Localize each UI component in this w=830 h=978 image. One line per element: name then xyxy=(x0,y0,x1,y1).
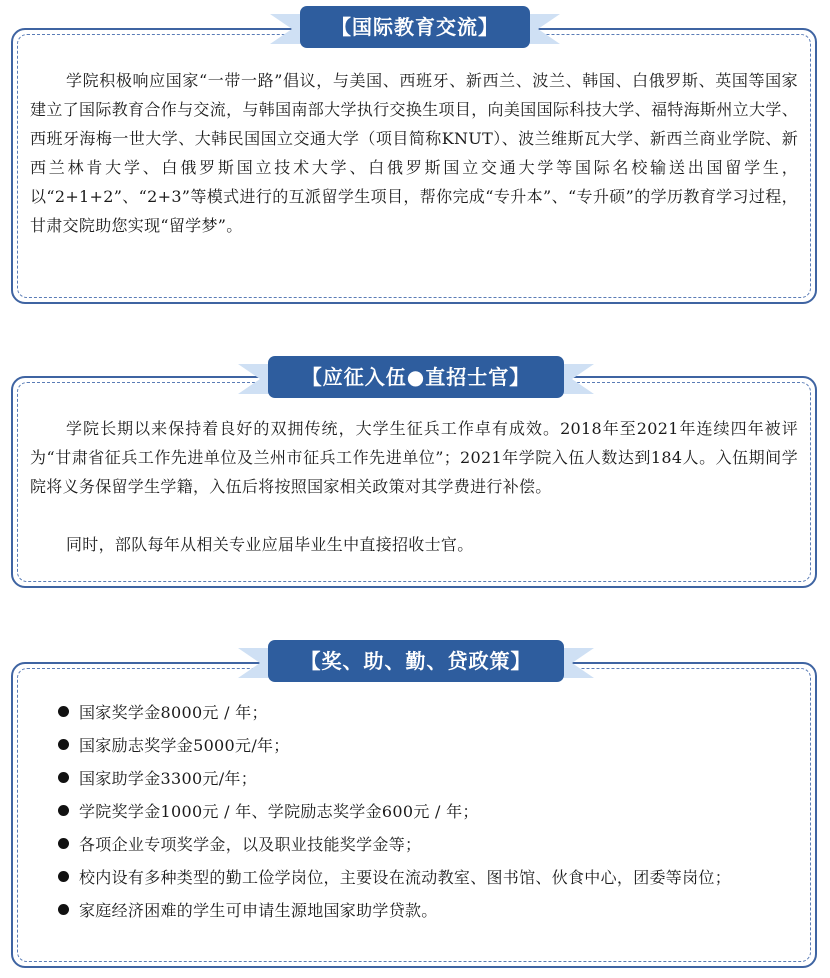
bullet-dot-icon xyxy=(58,838,69,849)
policy-list xyxy=(30,698,798,929)
section-title-banner xyxy=(238,356,594,400)
bullet-dot-icon xyxy=(58,739,69,750)
section-paragraph: 同时，部队每年从相关专业应届毕业生中直接招收士官。 xyxy=(66,535,474,554)
bullet-dot-icon xyxy=(58,904,69,915)
list-item: 国家奖学金8000元 / 年； xyxy=(30,698,798,728)
list-item: 各项企业专项奖学金，以及职业技能奖学金等； xyxy=(30,830,798,860)
section-paragraph: 学院长期以来保持着良好的双拥传统，大学生征兵工作卓有成效。2018年至2021年连续四年被评为“甘肃省征兵工作先进单位及兰州市征兵工作先进单位”；2021年学院入伍人数达到184人。入伍期间学院将义务保留学生学籍，入伍后将按照国家相关政策对其学费进行补偿。 xyxy=(30,419,798,496)
list-item: 国家励志奖学金5000元/年； xyxy=(30,731,798,761)
bullet-dot-icon xyxy=(58,871,69,882)
list-item: 校内设有多种类型的勤工俭学岗位，主要设在流动教室、图书馆、伙食中心，团委等岗位； xyxy=(30,863,798,893)
list-item: 国家助学金3300元/年； xyxy=(30,764,798,794)
section-title: 【奖、助、勤、贷政策】 xyxy=(268,640,564,682)
section-title: 【应征入伍●直招士官】 xyxy=(268,356,564,398)
section-title-banner xyxy=(238,640,594,684)
bullet-dot-icon xyxy=(58,706,69,717)
list-item: 学院奖学金1000元 / 年、学院励志奖学金600元 / 年； xyxy=(30,797,798,827)
section-title-banner xyxy=(270,6,560,50)
bullet-dot-icon xyxy=(58,805,69,816)
list-item: 家庭经济困难的学生可申请生源地国家助学贷款。 xyxy=(30,896,798,926)
section-title: 【国际教育交流】 xyxy=(300,6,530,48)
section-paragraph: 学院积极响应国家“一带一路”倡议，与美国、西班牙、新西兰、波兰、韩国、白俄罗斯、英国等国家建立了国际教育合作与交流，与韩国南部大学执行交换生项目，向美国国际科技大学、福特海斯州立大学、西班牙海梅一世大学、大韩民国国立交通大学（项目简称KNUT）、波兰维斯瓦大学、新西兰商业学院、新西兰林肯大学、白俄罗斯国立技术大学、白俄罗斯国立交通大学等国际名校输送出国留学生，以“2+1+2”、“2+3”等模式进行的互派留学生项目，帮你完成“专升本”、“专升硕”的学历教育学习过程，甘肃交院助您实现“留学梦”。 xyxy=(30,71,798,235)
bullet-dot-icon xyxy=(58,772,69,783)
